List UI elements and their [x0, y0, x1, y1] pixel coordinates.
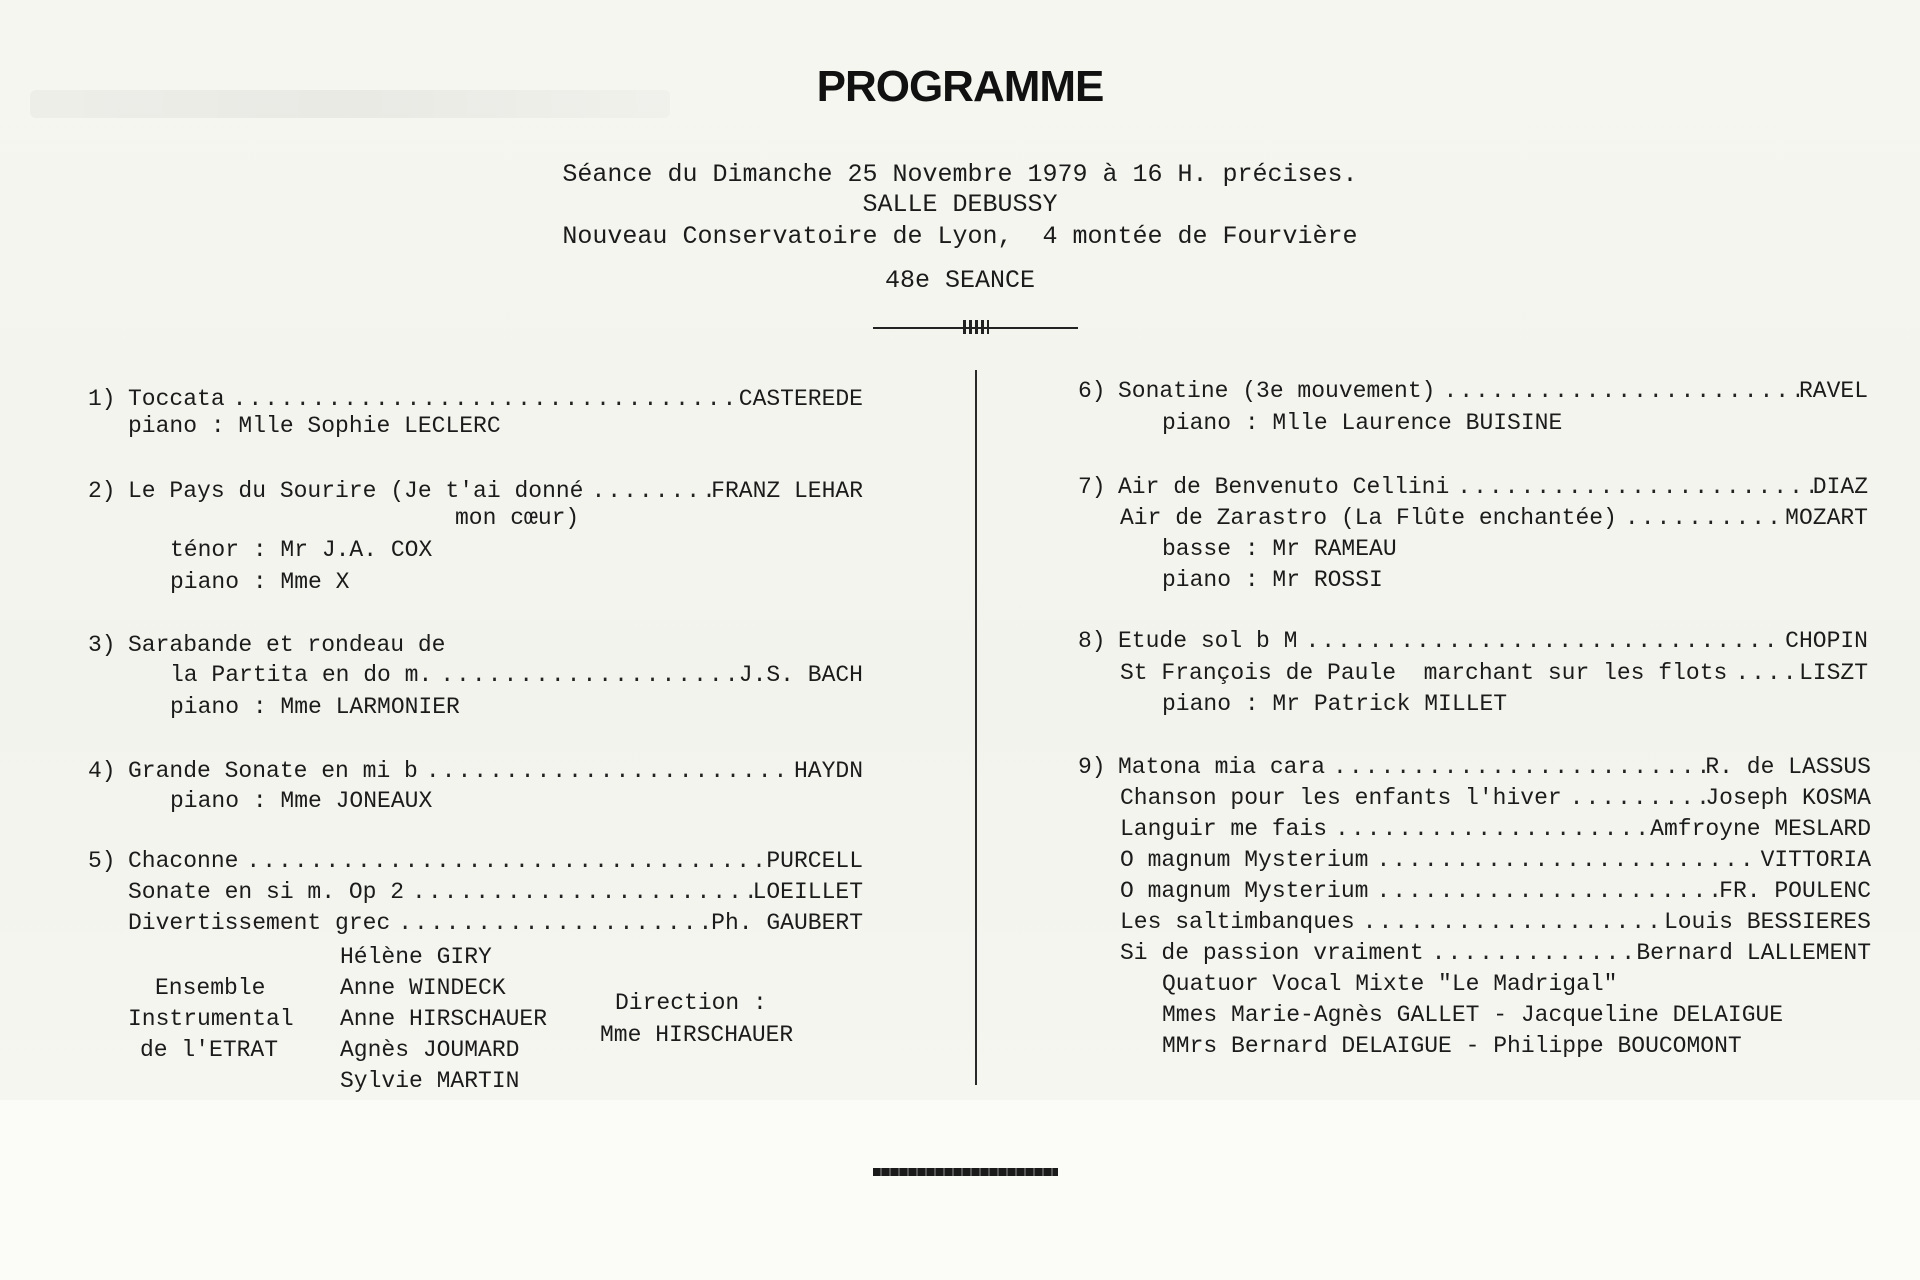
page-title: PROGRAMME — [816, 62, 1104, 111]
piece-title: Chaconne — [128, 848, 239, 874]
piece-title: Etude sol b M — [1118, 628, 1298, 654]
ensemble-member: Sylvie MARTIN — [340, 1068, 520, 1094]
piece-title: Grande Sonate en mi b — [128, 758, 418, 784]
hall-name: SALLE DEBUSSY — [862, 190, 1058, 219]
dot-leader — [583, 478, 711, 504]
piece-title: Air de Zarastro (La Flûte enchantée) — [1120, 505, 1617, 531]
programme-item-9b — [1120, 785, 1871, 811]
piece-title: O magnum Mysterium — [1120, 878, 1369, 904]
piece-title: Si de passion vraiment — [1120, 940, 1424, 966]
dot-leader — [390, 910, 711, 936]
dot-leader — [225, 386, 739, 412]
programme-item-2 — [88, 478, 863, 504]
composer-name: Louis BESSIERES — [1663, 909, 1871, 935]
dot-leader — [432, 662, 739, 688]
composer-name: R. de LASSUS — [1705, 754, 1871, 780]
programme-item-5b — [128, 879, 863, 905]
performer-line: piano : Mlle Laurence BUISINE — [1162, 410, 1563, 436]
composer-name: FRANZ LEHAR — [711, 478, 863, 504]
ensemble-member: Anne HIRSCHAUER — [340, 1006, 548, 1032]
dot-leader — [1355, 909, 1664, 935]
composer-name: LISZT — [1798, 660, 1868, 686]
programme-item-3-heading — [88, 632, 445, 658]
performer-line: piano : Mme JONEAUX — [170, 788, 433, 814]
dot-leader — [1368, 847, 1760, 873]
programme-item-7 — [1078, 474, 1868, 500]
item-number: 9) — [1078, 754, 1106, 780]
item-number: 5) — [88, 848, 116, 874]
programme-item-9e — [1120, 878, 1871, 904]
paper-fold — [0, 1100, 1920, 1280]
composer-name: DIAZ — [1812, 474, 1868, 500]
programme-item-3 — [170, 662, 863, 688]
item-number: 6) — [1078, 378, 1106, 404]
programme-item-5c — [128, 910, 863, 936]
programme-item-9 — [1078, 754, 1871, 780]
piece-title: Matona mia cara — [1118, 754, 1326, 780]
composer-name: Ph. GAUBERT — [711, 910, 863, 936]
piece-title: Sonatine (3e mouvement) — [1118, 378, 1436, 404]
separator-ornament-icon — [963, 320, 989, 334]
dot-leader — [1327, 816, 1650, 842]
ensemble-name: Quatuor Vocal Mixte "Le Madrigal" — [1162, 971, 1618, 997]
item-number: 7) — [1078, 474, 1106, 500]
composer-name: LOEILLET — [752, 879, 863, 905]
direction-label: Direction : — [615, 990, 767, 1016]
ensemble-label: Instrumental — [128, 1006, 294, 1032]
programme-item-5 — [88, 848, 863, 874]
piece-title: Air de Benvenuto Cellini — [1118, 474, 1450, 500]
piece-title: Divertissement grec — [128, 910, 391, 936]
piece-title: Toccata — [128, 386, 225, 412]
item-number: 8) — [1078, 628, 1106, 654]
piece-title: Sarabande et rondeau de — [128, 632, 446, 658]
composer-name: Joseph KOSMA — [1705, 785, 1871, 811]
dot-leader — [1424, 940, 1637, 966]
singers-line: Mmes Marie-Agnès GALLET - Jacqueline DELAIGUE — [1162, 1002, 1784, 1028]
singers-line: MMrs Bernard DELAIGUE - Philippe BOUCOMONT — [1162, 1033, 1742, 1059]
composer-name: CASTEREDE — [738, 386, 863, 412]
item-number: 2) — [88, 478, 116, 504]
composer-name: VITTORIA — [1760, 847, 1871, 873]
performer-line: piano : Mme X — [170, 569, 350, 595]
piece-title: Languir me fais — [1120, 816, 1328, 842]
composer-name: RAVEL — [1798, 378, 1868, 404]
dot-leader — [404, 879, 753, 905]
composer-name: CHOPIN — [1785, 628, 1868, 654]
programme-item-7b — [1120, 505, 1868, 531]
composer-name: Amfroyne MESLARD — [1650, 816, 1871, 842]
piece-title: Chanson pour les enfants l'hiver — [1120, 785, 1562, 811]
item-number: 4) — [88, 758, 116, 784]
dot-leader — [418, 758, 794, 784]
composer-name: HAYDN — [793, 758, 863, 784]
dot-leader — [1435, 378, 1799, 404]
programme-item-1 — [88, 386, 863, 412]
piece-title: Le Pays du Sourire (Je t'ai donné — [128, 478, 584, 504]
programme-item-8 — [1078, 628, 1868, 654]
piece-title-continued: mon cœur) — [455, 505, 580, 531]
composer-name: MOZART — [1785, 505, 1868, 531]
dot-leader — [1325, 754, 1705, 780]
programme-item-9c — [1120, 816, 1871, 842]
session-line: Séance du Dimanche 25 Novembre 1979 à 16 H. précises. — [562, 160, 1358, 189]
ensemble-member: Anne WINDECK — [340, 975, 506, 1001]
dot-leader — [1368, 878, 1719, 904]
composer-name: Bernard LALLEMENT — [1636, 940, 1871, 966]
performer-line: piano : Mr Patrick MILLET — [1162, 691, 1508, 717]
dot-leader — [1449, 474, 1813, 500]
performer-line: piano : Mlle Sophie LECLERC — [128, 413, 501, 439]
piece-title: la Partita en do m. — [170, 662, 433, 688]
piece-title: Les saltimbanques — [1120, 909, 1355, 935]
edition-label: 48e SEANCE — [884, 266, 1036, 295]
venue-address: Nouveau Conservatoire de Lyon, 4 montée de Fourvière — [562, 222, 1358, 251]
programme-item-6 — [1078, 378, 1868, 404]
composer-name: PURCELL — [766, 848, 863, 874]
composer-name: J.S. BACH — [738, 662, 863, 688]
performer-line: piano : Mr ROSSI — [1162, 567, 1383, 593]
programme-item-4 — [88, 758, 863, 784]
performer-line: basse : Mr RAMEAU — [1162, 536, 1397, 562]
programme-item-9f — [1120, 909, 1871, 935]
ensemble-member: Hélène GIRY — [340, 944, 492, 970]
director-name: Mme HIRSCHAUER — [600, 1022, 794, 1048]
dot-leader — [1617, 505, 1785, 531]
piece-title: O magnum Mysterium — [1120, 847, 1369, 873]
ensemble-member: Agnès JOUMARD — [340, 1037, 520, 1063]
ensemble-label: Ensemble — [155, 975, 266, 1001]
item-number: 1) — [88, 386, 116, 412]
programme-item-8b — [1120, 660, 1868, 686]
piece-title: St François de Paule marchant sur les flots — [1120, 660, 1728, 686]
ensemble-label: de l'ETRAT — [140, 1037, 279, 1063]
composer-name: FR. POULENC — [1719, 878, 1871, 904]
dot-leader — [1562, 785, 1706, 811]
programme-item-9d — [1120, 847, 1871, 873]
performer-line: ténor : Mr J.A. COX — [170, 537, 433, 563]
footer-separator — [873, 1168, 1058, 1176]
dot-leader — [238, 848, 766, 874]
dot-leader — [1297, 628, 1785, 654]
dot-leader — [1727, 660, 1799, 686]
programme-item-9g — [1120, 940, 1871, 966]
piece-title: Sonate en si m. Op 2 — [128, 879, 405, 905]
item-number: 3) — [88, 632, 116, 658]
performer-line: piano : Mme LARMONIER — [170, 694, 460, 720]
column-divider — [975, 370, 977, 1085]
